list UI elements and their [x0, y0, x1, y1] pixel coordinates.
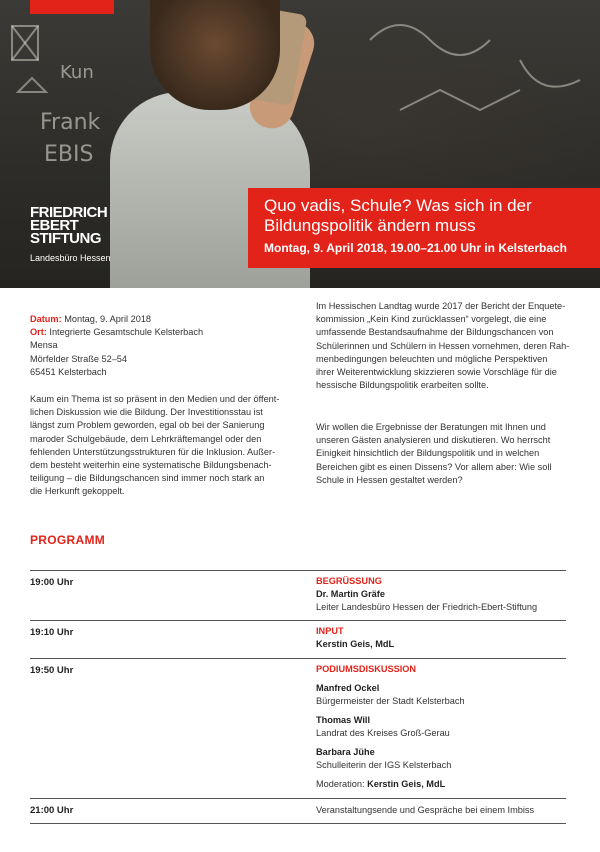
- program-category: INPUT: [316, 626, 344, 636]
- address-line: 65451 Kelsterbach: [30, 366, 107, 377]
- event-info: [30, 313, 290, 379]
- program-time: 19:00 Uhr: [30, 577, 74, 588]
- divider: [30, 823, 566, 824]
- program-row: [30, 658, 566, 799]
- chalk-writing: Frank: [40, 110, 101, 135]
- address-line: Mörfelder Straße 52–54: [30, 353, 128, 364]
- panelist-name: Barbara Jühe: [316, 747, 375, 757]
- program-row: [30, 570, 566, 619]
- panelist-role: Schulleiterin der IGS Kelsterbach: [316, 760, 452, 770]
- fes-logo: FRIEDRICH EBERT STIFTUNG Landesbüro Hessen: [30, 206, 120, 263]
- datum-line: Datum: Montag, 9. April 2018: [30, 314, 152, 324]
- panelist-role: Landrat des Kreises Groß-Gerau: [316, 728, 450, 738]
- title-banner: [248, 188, 600, 268]
- panelist-name: Thomas Will: [316, 715, 371, 725]
- speaker-role: Leiter Landesbüro Hessen der Friedrich-Ebert-Stiftung: [316, 602, 538, 612]
- logo-subtitle: Landesbüro Hessen: [30, 253, 111, 263]
- address-line: Mensa: [30, 340, 58, 351]
- ort-line: Ort: Integrierte Gesamtschule Kelsterbach: [30, 327, 204, 338]
- intro-paragraph-right-2: Wir wollen die Ergebnisse der Beratungen mit Ihnen und unseren Gästen analysieren und diskutieren. Wo herrscht Einigkeit hinsichtlich der Bildungspolitik und in welchen Bereichen gibt es einen Dissens? Vor allem aber: Wie soll Schule in Hessen gestaltet werden?: [316, 422, 552, 485]
- program-closing: Veranstaltungsende und Gespräche bei einem Imbiss: [316, 805, 535, 815]
- program-time: 19:50 Uhr: [30, 665, 74, 676]
- program-category: BEGRÜSSUNG: [316, 576, 382, 586]
- program-heading: PROGRAMM: [30, 533, 106, 547]
- header-photo: [0, 0, 600, 288]
- intro-paragraph-right: Im Hessischen Landtag wurde 2017 der Bericht der Enquete- kommission „Kein Kind zurücklassen“ vorgelegt, die eine umfassende Bestandsaufnahme der Bildungschancen von Schülerinnen und Schülern in Hessen vornehmen, deren Rah- menbedingungen beleuchten und mögliche Perspektiven ihrer Weiterentwicklung skizzieren sowie Vorschläge für die hessische Bildungspolitik erarbeiten sollte.: [316, 301, 570, 391]
- program-time: 21:00 Uhr: [30, 805, 74, 816]
- speaker-name: Dr. Martin Gräfe: [316, 589, 385, 599]
- chalk-writing: Kun: [60, 62, 94, 83]
- program-category: PODIUMSDISKUSSION: [316, 664, 417, 674]
- intro-paragraph-left: Kaum ein Thema ist so präsent in den Medien und der öffent- lichen Diskussion wie die Bildung. Der Investitionsstau ist längst zum Problem geworden, egal ob bei der Sanierung maroder Schulgebäude, dem Lehrkräftemangel oder den fehlenden Unterstützungsstrukturen für die Inklusion. Außer- dem besteht weiterhin eine systematische Bildungsbenach- teiligung – die Bildungschancen sind immer noch stark an die Herkunft gekoppelt.: [30, 394, 280, 497]
- chalk-writing: EBIS: [44, 142, 94, 167]
- speaker-name: Kerstin Geis, MdL: [316, 639, 395, 649]
- program-time: 19:10 Uhr: [30, 627, 74, 638]
- event-date-line: Montag, 9. April 2018, 19.00–21.00 Uhr in Kelsterbach: [264, 241, 568, 255]
- program-row: [30, 620, 566, 659]
- event-title: Quo vadis, Schule? Was sich in der Bildungspolitik ändern muss: [264, 196, 532, 235]
- program-row: [30, 798, 566, 823]
- panelist-role: Bürgermeister der Stadt Kelsterbach: [316, 696, 465, 706]
- photo-figure-head: [150, 0, 280, 110]
- moderation-line: Moderation: Kerstin Geis, MdL: [316, 779, 446, 789]
- panelist-name: Manfred Ockel: [316, 683, 380, 693]
